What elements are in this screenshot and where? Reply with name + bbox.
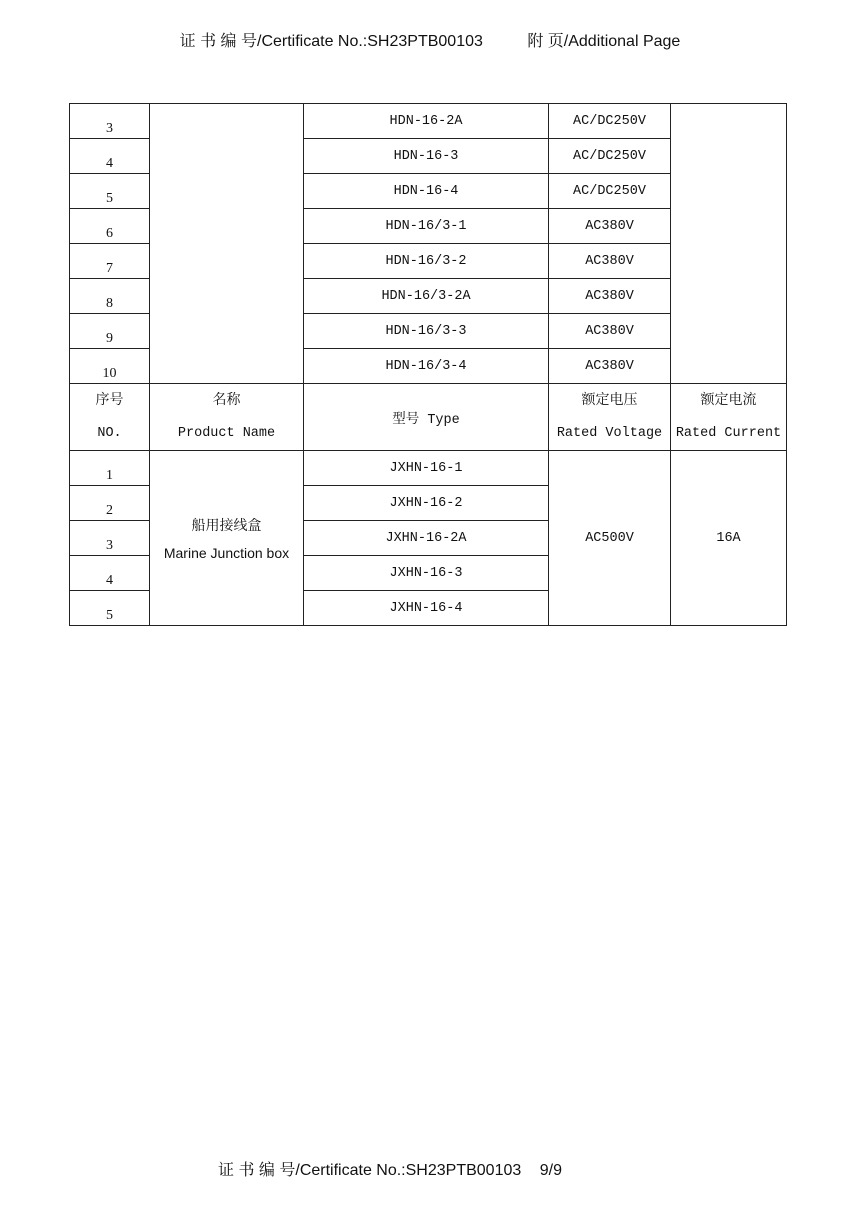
product-name-cn: 船用接线盒 (191, 518, 262, 534)
header-additional-page: 附 页/Additional Page (527, 33, 681, 50)
row-number: 10 (70, 349, 150, 384)
row-number: 5 (70, 591, 150, 626)
row-number: 2 (70, 486, 150, 521)
header-number (70, 384, 150, 451)
row-number: 3 (70, 104, 150, 139)
voltage-cell: AC380V (549, 209, 671, 244)
footer-certificate-number: 证 书 编 号/Certificate No.:SH23PTB00103 (218, 1162, 522, 1179)
table-header-row (70, 384, 787, 451)
current-cell: 16A (671, 451, 787, 626)
header-voltage-en: Rated Voltage (556, 426, 663, 441)
voltage-cell: AC/DC250V (549, 174, 671, 209)
current-cell-empty (671, 104, 787, 384)
header-rated-current (671, 384, 787, 451)
type-cell: JXHN-16-4 (304, 591, 549, 626)
voltage-cell: AC380V (549, 349, 671, 384)
voltage-cell: AC/DC250V (549, 139, 671, 174)
type-cell: JXHN-16-1 (304, 451, 549, 486)
header-product-name (150, 384, 304, 451)
table-row (70, 451, 787, 486)
header-number-cn: 序号 (95, 393, 124, 408)
row-number: 7 (70, 244, 150, 279)
type-cell: HDN-16-3 (304, 139, 549, 174)
header-number-en: NO. (97, 426, 122, 441)
type-cell: HDN-16/3-1 (304, 209, 549, 244)
page-footer (0, 1157, 780, 1180)
header-current-en: Rated Current (675, 426, 782, 441)
header-current-cn: 额定电流 (700, 393, 757, 408)
header-voltage-cn: 额定电压 (581, 393, 638, 408)
row-number: 9 (70, 314, 150, 349)
voltage-cell: AC380V (549, 279, 671, 314)
row-number: 4 (70, 139, 150, 174)
type-cell: HDN-16/3-3 (304, 314, 549, 349)
product-name-cell-empty (150, 104, 304, 384)
header-type: 型号 Type (304, 384, 549, 451)
header-name-en: Product Name (177, 426, 276, 441)
voltage-cell: AC/DC250V (549, 104, 671, 139)
page-header (0, 28, 860, 51)
row-number: 6 (70, 209, 150, 244)
type-cell: JXHN-16-3 (304, 556, 549, 591)
header-certificate-number: 证 书 编 号/Certificate No.:SH23PTB00103 (179, 33, 483, 50)
row-number: 8 (70, 279, 150, 314)
type-cell: HDN-16-2A (304, 104, 549, 139)
row-number: 1 (70, 451, 150, 486)
product-table (69, 103, 787, 626)
type-cell: HDN-16/3-2 (304, 244, 549, 279)
table-row (70, 104, 787, 139)
product-name-en: Marine Junction box (163, 545, 290, 561)
page-number: 9/9 (539, 1162, 562, 1179)
row-number: 5 (70, 174, 150, 209)
type-cell: JXHN-16-2A (304, 521, 549, 556)
type-cell: HDN-16-4 (304, 174, 549, 209)
type-cell: HDN-16/3-2A (304, 279, 549, 314)
row-number: 4 (70, 556, 150, 591)
type-cell: JXHN-16-2 (304, 486, 549, 521)
voltage-cell: AC380V (549, 244, 671, 279)
product-name-cell (150, 451, 304, 626)
voltage-cell: AC380V (549, 314, 671, 349)
header-rated-voltage (549, 384, 671, 451)
voltage-cell: AC500V (549, 451, 671, 626)
header-name-cn: 名称 (212, 393, 241, 408)
row-number: 3 (70, 521, 150, 556)
type-cell: HDN-16/3-4 (304, 349, 549, 384)
